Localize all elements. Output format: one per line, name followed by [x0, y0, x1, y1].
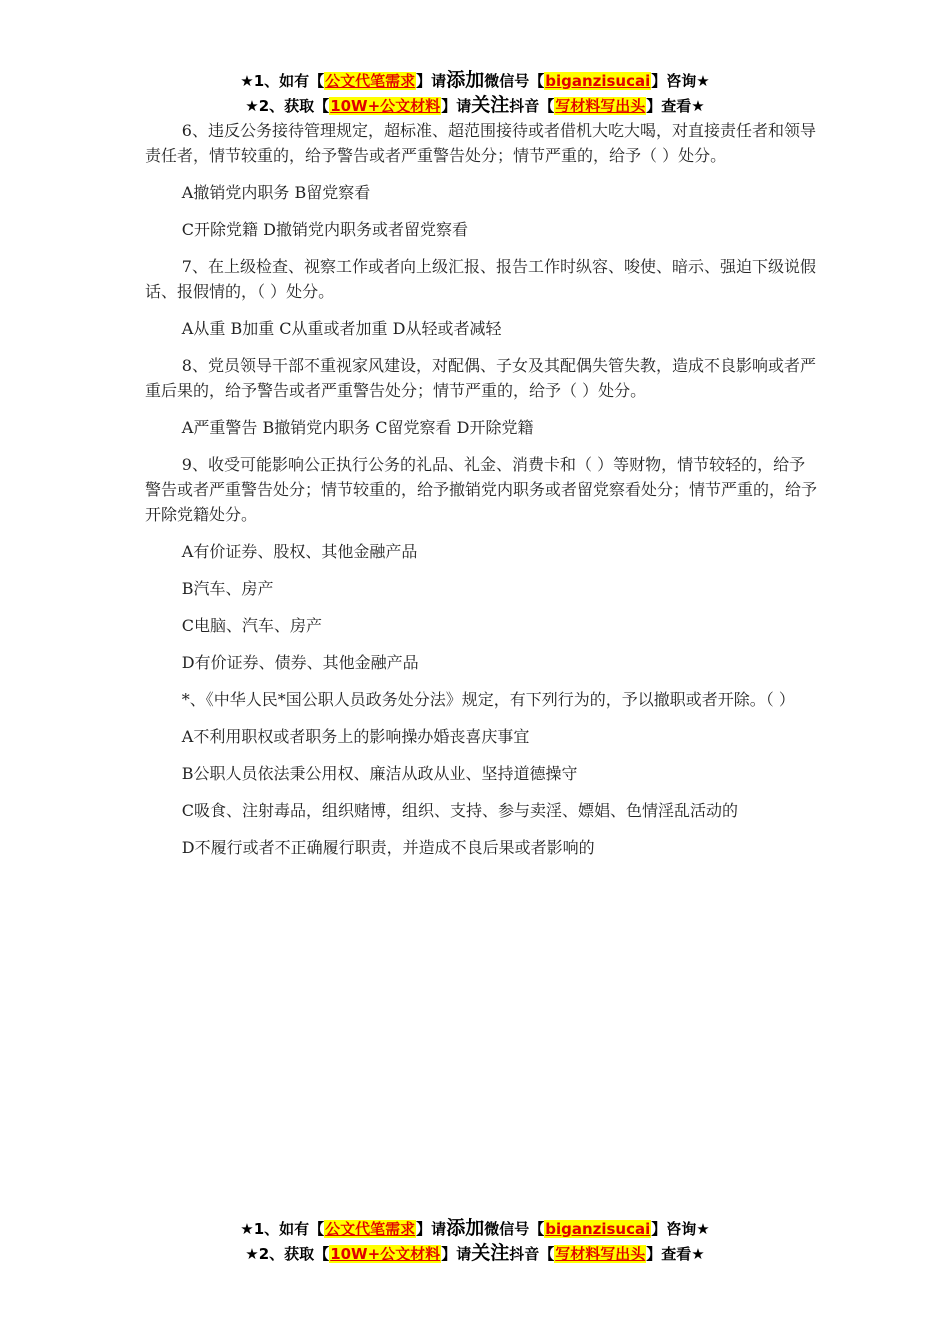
- footer-banner: [0, 1216, 950, 1266]
- banner-text: 】请: [416, 1220, 447, 1238]
- question-9-option-c: C电脑、汽车、房产: [181, 616, 323, 635]
- banner-line-1: [0, 1216, 950, 1241]
- banner-text: 抖音【: [509, 97, 555, 115]
- banner-text: 】咨询★: [651, 72, 710, 90]
- question-6-options-1: A撤销党内职务 B留党察看: [181, 183, 371, 202]
- question-9-option-b: B汽车、房产: [181, 579, 274, 598]
- highlight-wechat-id: biganzisucai: [545, 1220, 651, 1238]
- banner-text: 微信号【: [484, 1220, 545, 1238]
- highlight-wechat-id: biganzisucai: [545, 72, 651, 90]
- question-6-options-2: C开除党籍 D撤销党内职务或者留党察看: [181, 220, 468, 239]
- document-body: [145, 118, 817, 872]
- highlight-materials: 10W+公文材料: [330, 97, 441, 115]
- highlight-douyin: 写材料写出头: [555, 1245, 646, 1263]
- banner-line-2: [0, 1241, 950, 1266]
- question-10-option-b: B公职人员依法秉公用权、廉洁从政从业、坚持道德操守: [181, 764, 578, 783]
- banner-emphasis: 添加: [446, 1217, 485, 1239]
- banner-text: 】请: [441, 97, 472, 115]
- banner-emphasis: 关注: [471, 94, 510, 116]
- banner-emphasis: 添加: [446, 69, 485, 91]
- banner-text: ★1、如有【: [240, 72, 325, 90]
- question-7: 7、在上级检查、视察工作或者向上级汇报、报告工作时纵容、唆使、暗示、强迫下级说假话、报假情的，（ ）处分。: [145, 257, 816, 301]
- question-6: 6、违反公务接待管理规定，超标准、超范围接待或者借机大吃大喝，对直接责任者和领导责任者，情节较重的，给予警告或者严重警告处分；情节严重的，给予（ ）处分。: [145, 121, 816, 165]
- banner-text: ★2、获取【: [245, 97, 330, 115]
- question-10-option-c: C吸食、注射毒品，组织赌博，组织、支持、参与卖淫、嫖娼、色情淫乱活动的: [181, 801, 739, 820]
- question-9: 9、收受可能影响公正执行公务的礼品、礼金、消费卡和（ ）等财物，情节较轻的，给予警告或者严重警告处分；情节较重的，给予撤销党内职务或者留党察看处分；情节严重的，给予开除党籍处分。: [145, 455, 818, 524]
- question-9-option-d: D有价证券、债券、其他金融产品: [181, 653, 419, 672]
- banner-text: 抖音【: [509, 1245, 555, 1263]
- question-10: *、《中华人民*国公职人员政务处分法》规定，有下列行为的，予以撤职或者开除。（ ）: [181, 690, 795, 709]
- banner-text: 】请: [416, 72, 447, 90]
- banner-text: 】请: [441, 1245, 472, 1263]
- banner-text: 】咨询★: [651, 1220, 710, 1238]
- banner-text: 】查看★: [646, 97, 705, 115]
- banner-text: 微信号【: [484, 72, 545, 90]
- question-8: 8、党员领导干部不重视家风建设，对配偶、子女及其配偶失管失教，造成不良影响或者严重后果的，给予警告或者严重警告处分；情节严重的，给予（ ）处分。: [145, 356, 816, 400]
- banner-emphasis: 关注: [471, 1242, 510, 1264]
- banner-text: 】查看★: [646, 1245, 705, 1263]
- banner-text: ★2、获取【: [245, 1245, 330, 1263]
- highlight-douyin: 写材料写出头: [555, 97, 646, 115]
- banner-text: ★1、如有【: [240, 1220, 325, 1238]
- header-banner: [0, 68, 950, 118]
- question-10-option-d: D不履行或者不正确履行职责，并造成不良后果或者影响的: [181, 838, 595, 857]
- question-8-options: A严重警告 B撤销党内职务 C留党察看 D开除党籍: [181, 418, 534, 437]
- question-9-option-a: A有价证券、股权、其他金融产品: [181, 542, 418, 561]
- question-10-option-a: A不利用职权或者职务上的影响操办婚丧喜庆事宜: [181, 727, 530, 746]
- highlight-service: 公文代笔需求: [325, 1220, 416, 1238]
- highlight-materials: 10W+公文材料: [330, 1245, 441, 1263]
- banner-line-1: [0, 68, 950, 93]
- highlight-service: 公文代笔需求: [325, 72, 416, 90]
- banner-line-2: [0, 93, 950, 118]
- question-7-options: A从重 B加重 C从重或者加重 D从轻或者减轻: [181, 319, 502, 338]
